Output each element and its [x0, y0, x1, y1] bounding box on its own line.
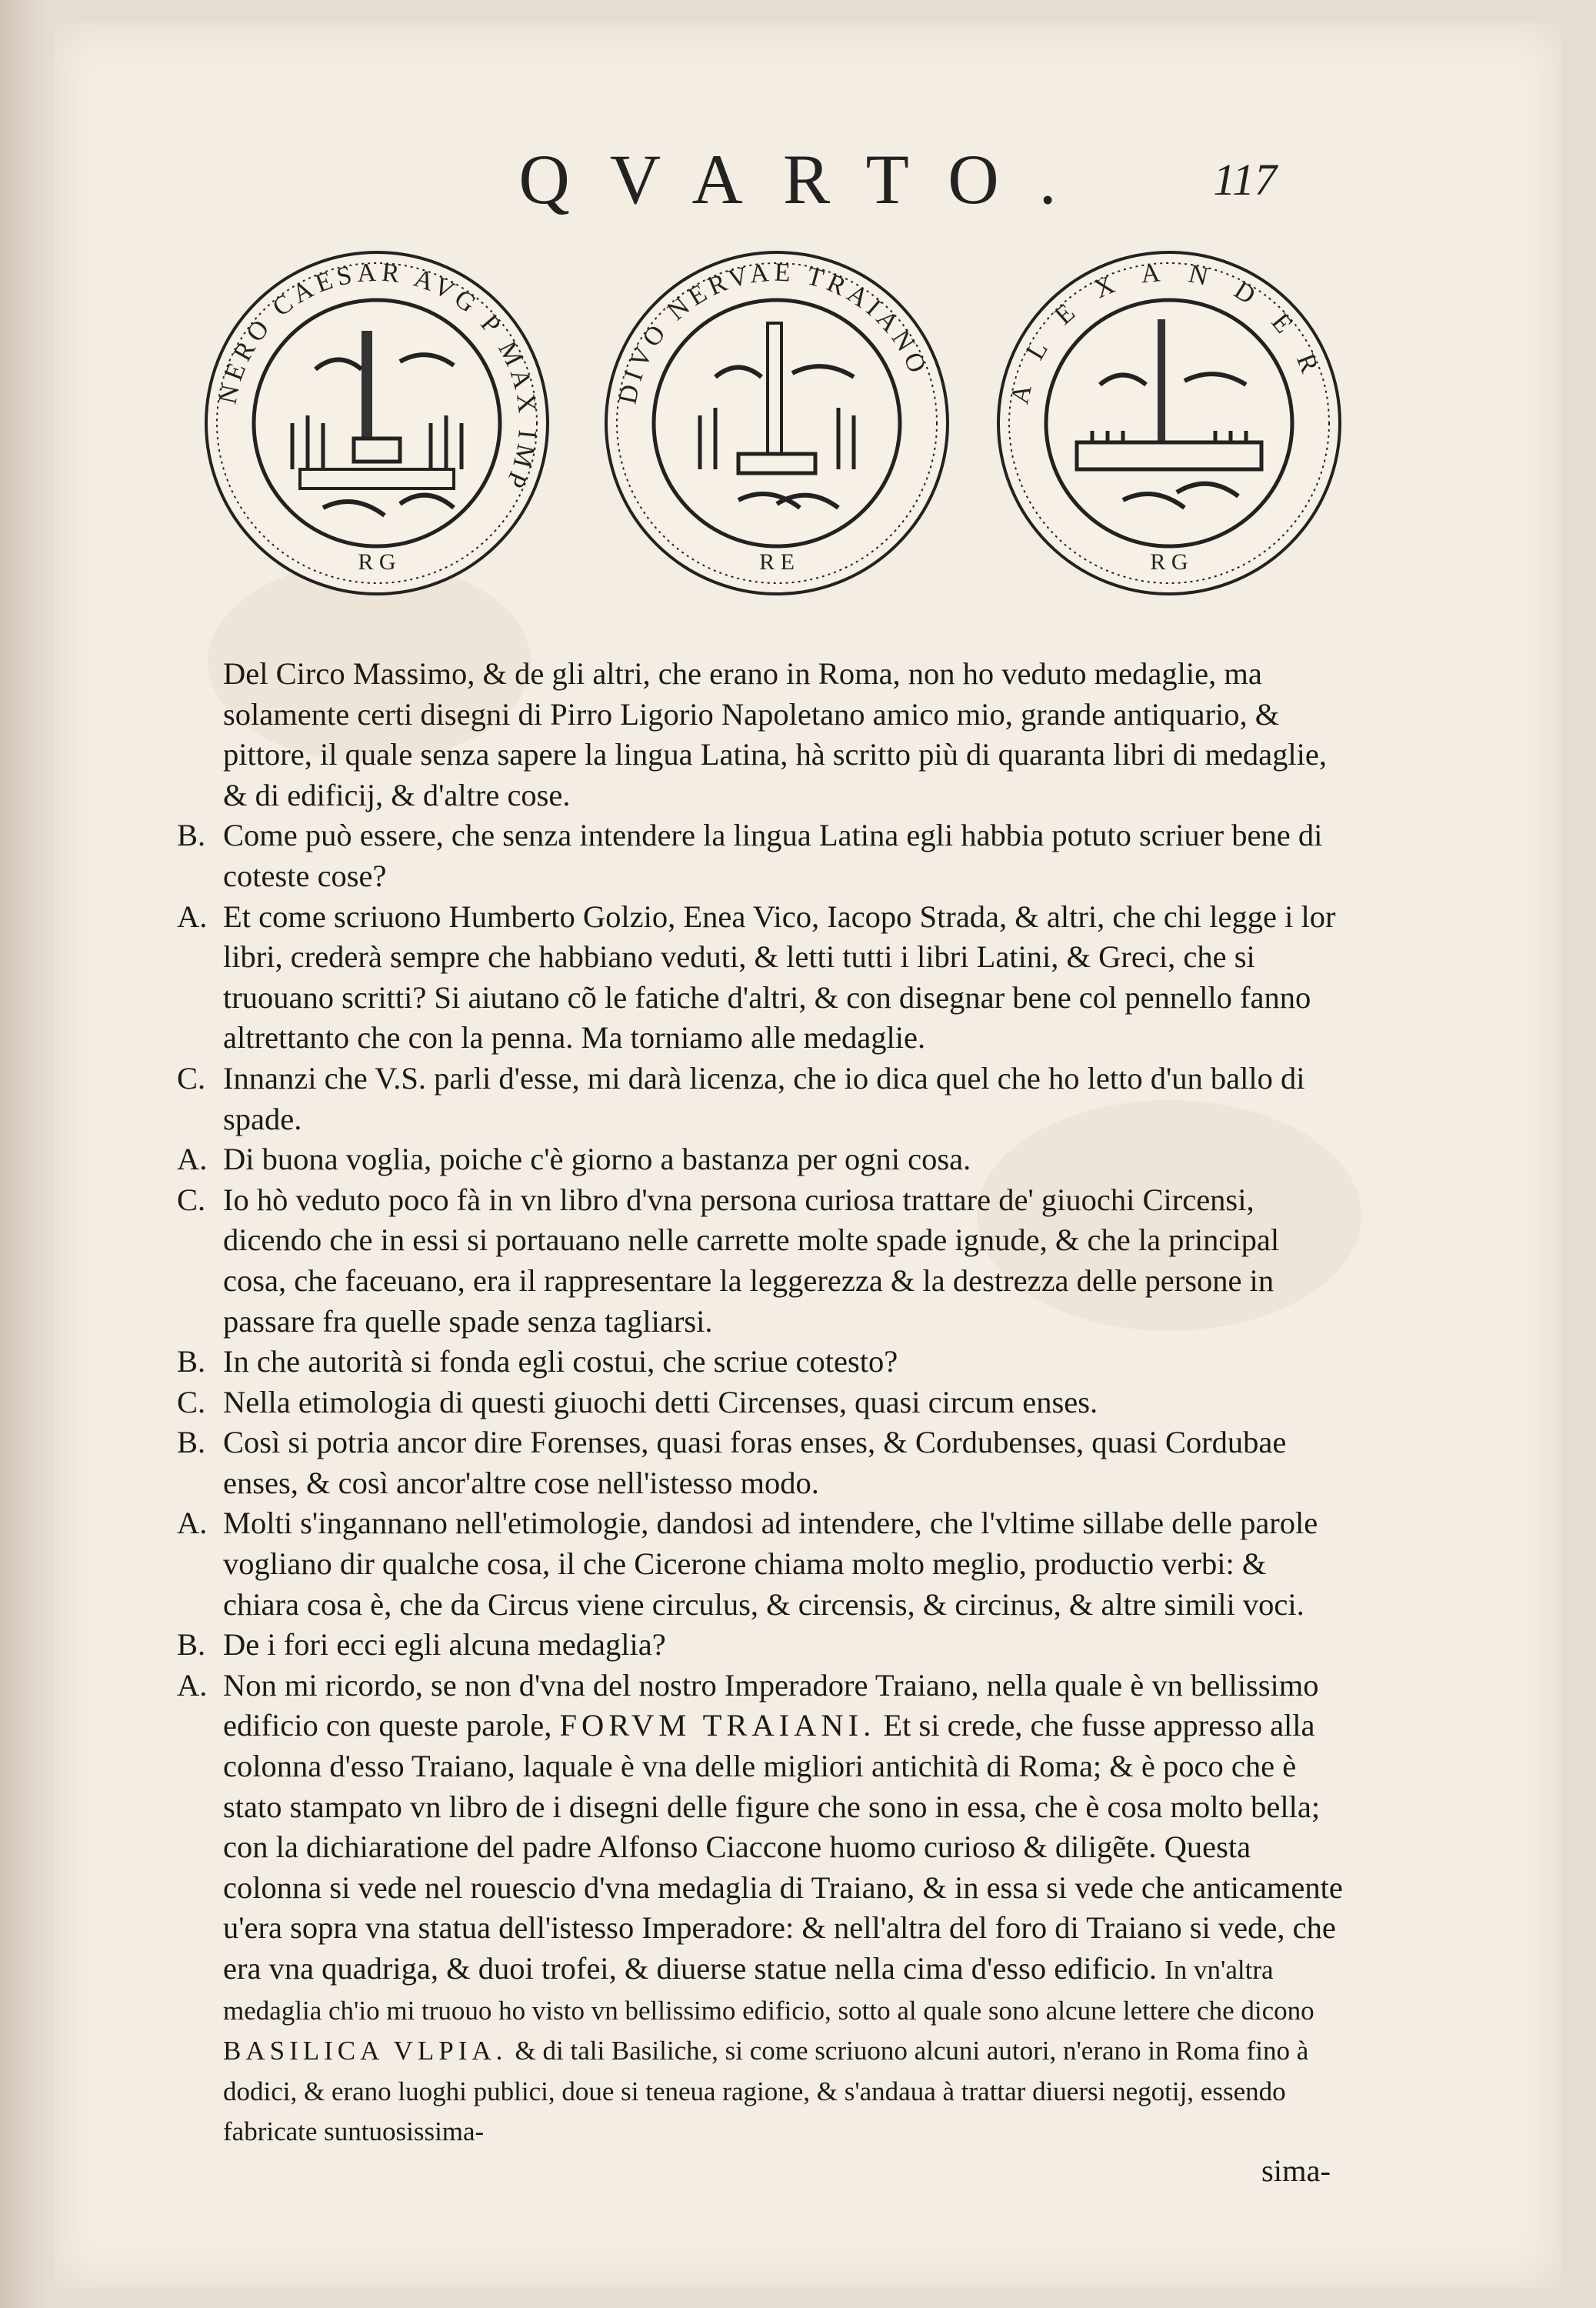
book-page: [54, 23, 1561, 2289]
speech-text: In che autorità si fonda egli costui, che scriue cotesto?: [223, 1344, 898, 1379]
intro-paragraph: [177, 654, 1346, 815]
medal-alexander-legend: A L E X A N D E R: [1005, 258, 1328, 407]
speech-text: Come può essere, che senza intendere la lingua Latina egli habbia potuto scriuer bene di coteste cose?: [223, 818, 1323, 893]
medal-trajan-engraving: [600, 246, 954, 600]
speaker-label: C.: [177, 1384, 206, 1419]
running-head: QVARTO.: [518, 140, 1097, 218]
speaker-label: B.: [177, 1627, 206, 1663]
speech-8: [177, 1422, 1346, 1503]
speech-text: Molti s'ingannano nell'etimologie, dandosi ad intendere, che l'vltime sillabe delle parole vogliano dir qualche cosa, il che Cicerone chiama molto meglio, productio verbi: & chiara cosa è, che da Circus viene circulus, & circensis, & circinus, & altre simili voci.: [223, 1506, 1318, 1622]
speech-5: [177, 1180, 1346, 1342]
medal-trajan: [600, 246, 954, 600]
dialogue: [177, 815, 1346, 1665]
speech-text: Nella etimologia di questi giuochi detti Circenses, quasi circum enses.: [223, 1384, 1098, 1419]
speech-2: [177, 897, 1346, 1059]
speech-text: Così si potria ancor dire Forenses, quasi foras enses, & Cordubenses, quasi Cordubae enses, & così ancor'altre cose nell'istesso modo.: [223, 1425, 1287, 1500]
speech-final: [177, 1666, 1346, 2151]
speech-text: Di buona voglia, poiche c'è giorno a bastanza per ogni cosa.: [223, 1142, 971, 1177]
speaker-label: A.: [177, 1506, 208, 1541]
medal-alexander-engraving: [992, 246, 1346, 600]
speech-text: De i fori ecci egli alcuna medaglia?: [223, 1627, 666, 1663]
medal-trajan-mark: R E: [759, 549, 795, 575]
speech-text-continued: Et si crede, che fusse appresso alla colonna d'esso Traiano, laquale è vna delle migliori antichità di Roma; & è poco che è stato stampato vn libro de i disegni delle figure che sono in essa, che è cosa molto bella; con la dichiaratione del padre Alfonso Ciaccone huomo curioso & diligẽte. Questa colonna si vede nel rouescio d'vna medaglia di Traiano, & in essa si vede che anticamente u'era sopra vna statua dell'istesso Imperadore: & nell'altra del foro di Traiano si vede, che era vna quadriga, & duoi trofei, & diuerse statue nella cima d'esso edificio.: [223, 1708, 1343, 1986]
speaker-label: C.: [177, 1060, 206, 1096]
speaker-label: B.: [177, 818, 206, 853]
small-text: In vn'altra medaglia ch'io mi truouo ho visto vn bellissimo edificio, sotto al quale sono alcune lettere che dicono: [223, 1955, 1314, 2026]
speech-text: Non mi ricordo, se non d'vna del nostro Imperadore Traiano, nella quale è vn bellissimo edificio con queste parole,: [223, 1667, 1319, 1743]
medal-nero-legend: NERO CAESAR AVG P MAX IMP: [213, 258, 542, 496]
speech-9: [177, 1503, 1346, 1625]
catchword: sima-: [1261, 2153, 1331, 2188]
speech-4: [177, 1139, 1346, 1180]
medal-nero-mark: R G: [358, 549, 396, 575]
body-text: [177, 654, 1346, 2192]
speech-text: Innanzi che V.S. parli d'esse, mi darà licenza, che io dica quel che ho letto d'un ballo di spade.: [223, 1060, 1305, 1136]
inscription-forum-traiani: FORVM TRAIANI.: [559, 1708, 876, 1743]
speech-text: Io hò veduto poco fà in vn libro d'vna persona curiosa trattare de' giuochi Circensi, dicendo che in essi si portauano nelle carrette molte spade ignude, & che la principal cosa, che faceuano, era il rappresentare la leggerezza & la destrezza delle persone in passare fra quelle spade senza tagliarsi.: [223, 1182, 1280, 1339]
medal-alexander: [992, 246, 1346, 600]
medal-nero: [200, 246, 554, 600]
speech-10: [177, 1625, 1346, 1666]
medal-trajan-legend: DIVO NERVAE TRAIANO: [613, 258, 934, 407]
speech-text: Et come scriuono Humberto Golzio, Enea Vico, Iacopo Strada, & altri, che chi legge i lor libri, crederà sempre che habbiano veduti, & letti tutti i libri Latini, & Greci, che si truouano scritti? Si aiutano cõ le fatiche d'altri, & con disegnar bene col pennello fanno altrettanto che con la penna. Ma torniamo alle medaglie.: [223, 899, 1336, 1056]
book-gutter: [0, 0, 46, 2308]
speaker-label: A.: [177, 1667, 208, 1703]
medal-alexander-mark: R G: [1150, 549, 1188, 575]
speech-3: [177, 1059, 1346, 1139]
speaker-label: A.: [177, 1142, 208, 1177]
page-number: 117: [1213, 155, 1277, 205]
speaker-label: C.: [177, 1182, 206, 1217]
medal-nero-engraving: [200, 246, 554, 600]
speaker-label: B.: [177, 1344, 206, 1379]
intro-text: Del Circo Massimo, & de gli altri, che erano in Roma, non ho veduto medaglie, ma solamente certi disegni di Pirro Ligorio Napoletano amico mio, grande antiquario, & pittore, il quale senza sapere la lingua Latina, hà scritto più di quaranta libri di medaglie, & di edificij, & d'altre cose.: [223, 656, 1328, 812]
speech-7: [177, 1382, 1346, 1423]
inscription-basilica-vlpia: BASILICA VLPIA.: [223, 2036, 508, 2066]
speaker-label: A.: [177, 899, 208, 934]
speaker-label: B.: [177, 1425, 206, 1460]
speech-6: [177, 1342, 1346, 1382]
medal-illustrations: [200, 246, 1346, 608]
speech-1: [177, 815, 1346, 896]
small-text-continued: & di tali Basiliche, si come scriuono alcuni autori, n'erano in Roma fino à dodici, & erano luoghi publici, doue si teneua ragione, & s'andaua à trattar diuersi negotij, essendo fabricate suntuosissima-: [223, 2036, 1309, 2147]
